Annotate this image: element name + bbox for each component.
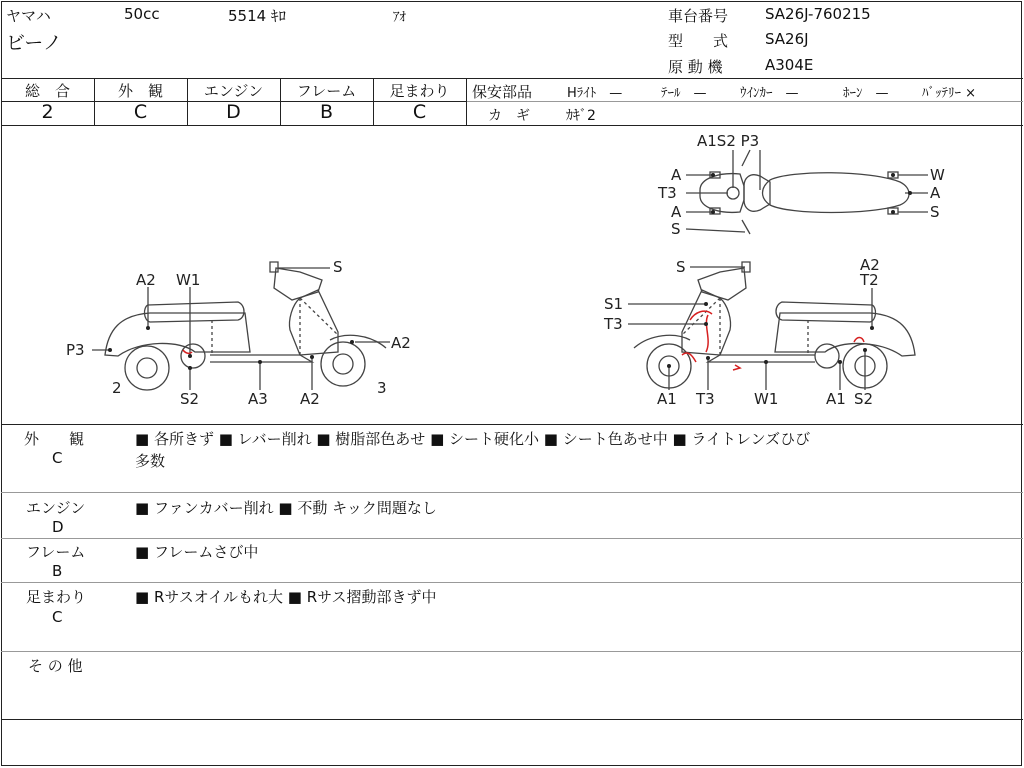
diagram-label: S1 [604, 295, 624, 313]
winker-status: ｳｲﾝｶｰ — [740, 86, 799, 101]
diagram-label: A2 [136, 271, 156, 289]
diagram-label: S [671, 220, 681, 238]
chassis-number: SA26J-760215 [765, 5, 871, 23]
damage-diagram [0, 125, 1024, 424]
diagram-label: S [676, 258, 686, 276]
grade-frame-value: B [319, 101, 334, 123]
diagram-label: T3 [658, 184, 677, 202]
diagram-label: A [930, 184, 941, 202]
taillight-status: ﾃｰﾙ — [661, 86, 707, 101]
remark-other-label: そ の 他 [28, 657, 83, 675]
model-name: ビーノ [6, 32, 62, 54]
diagram-label: S [930, 203, 940, 221]
mileage: 5514 ｷﾛ [228, 7, 286, 25]
headlight-status: Hﾗｲﾄ — [567, 86, 623, 101]
diagram-label: A1 [657, 390, 677, 408]
diagram-label: W1 [176, 271, 201, 289]
horn-status: ﾎｰﾝ — [843, 86, 889, 101]
divider [1, 582, 1023, 583]
remark-suspension-text: ■ Rサスオイルもれ大 ■ Rサス摺動部きず中 [135, 588, 437, 606]
diagram-label: T2 [860, 271, 879, 289]
remark-engine-label: エンジン [26, 499, 86, 517]
divider [466, 78, 467, 125]
type-value: SA26J [765, 30, 809, 48]
diagram-label: S [333, 258, 343, 276]
divider [1, 719, 1023, 720]
diagram-label: T3 [696, 390, 715, 408]
remark-exterior-text-cont: 多数 [135, 452, 166, 470]
diagram-label: A [671, 203, 682, 221]
grade-suspension-value: C [412, 101, 427, 123]
remark-suspension-grade: C [52, 608, 63, 626]
remark-engine-text: ■ ファンカバー削れ ■ 不動 キック問題なし [135, 499, 437, 517]
diagram-label: 3 [377, 379, 387, 397]
key-label: カ ギ [488, 108, 530, 124]
battery-status: ﾊﾞｯﾃﾘｰ × [922, 86, 977, 101]
divider [1, 651, 1023, 652]
diagram-label: P3 [66, 341, 85, 359]
remark-suspension-label: 足まわり [26, 588, 87, 606]
maker: ヤマハ [6, 7, 51, 25]
grade-engine-label: エンジン [203, 82, 264, 100]
diagram-label: A2 [300, 390, 320, 408]
chassis-label: 車台番号 [668, 7, 729, 25]
divider [1, 424, 1023, 425]
diagram-label: S2 [180, 390, 200, 408]
key-value: ｶｷﾞ2 [566, 108, 596, 124]
grade-exterior-label: 外 観 [117, 82, 163, 100]
divider [1, 78, 1023, 79]
diagram-label: T3 [604, 315, 623, 333]
scooter-top-view [700, 150, 909, 234]
engine-type-label: 原 動 機 [668, 58, 723, 76]
remark-exterior-grade: C [52, 449, 63, 467]
diagram-label: A1S2 P3 [697, 132, 760, 150]
diagram-label: W [930, 166, 945, 184]
diagram-label: 2 [112, 379, 122, 397]
diagram-label: A3 [248, 390, 268, 408]
displacement: 50cc [124, 5, 160, 23]
remark-frame-label: フレーム [26, 543, 86, 561]
remark-engine-grade: D [52, 518, 64, 536]
remark-exterior-label: 外 観 [24, 430, 85, 448]
grade-overall-label: 総 合 [24, 82, 70, 100]
engine-type-value: A304E [765, 56, 814, 74]
type-label: 型 式 [668, 32, 729, 50]
divider [1, 538, 1023, 539]
divider [1, 492, 1023, 493]
grade-exterior-value: C [133, 101, 148, 123]
remark-frame-grade: B [52, 562, 63, 580]
color-code: ｱｵ [393, 10, 406, 25]
diagram-label: A [671, 166, 682, 184]
remark-frame-text: ■ フレームさび中 [135, 543, 259, 561]
grade-engine-value: D [226, 101, 241, 123]
diagram-label: S2 [854, 390, 874, 408]
divider [466, 101, 1023, 102]
diagram-label: A1 [826, 390, 846, 408]
diagram-label: A2 [391, 334, 411, 352]
grade-frame-label: フレーム [296, 82, 357, 100]
grade-overall-value: 2 [41, 101, 54, 123]
diagram-label: W1 [754, 390, 779, 408]
grade-suspension-label: 足まわり [389, 82, 450, 100]
safety-parts-label: 保安部品 [472, 83, 533, 101]
diagram-label: A2 [860, 256, 880, 274]
remark-exterior-text: ■ 各所きず ■ レバー削れ ■ 樹脂部色あせ ■ シート硬化小 ■ シート色あせ中 ■ ライトレンズひび [135, 430, 811, 448]
